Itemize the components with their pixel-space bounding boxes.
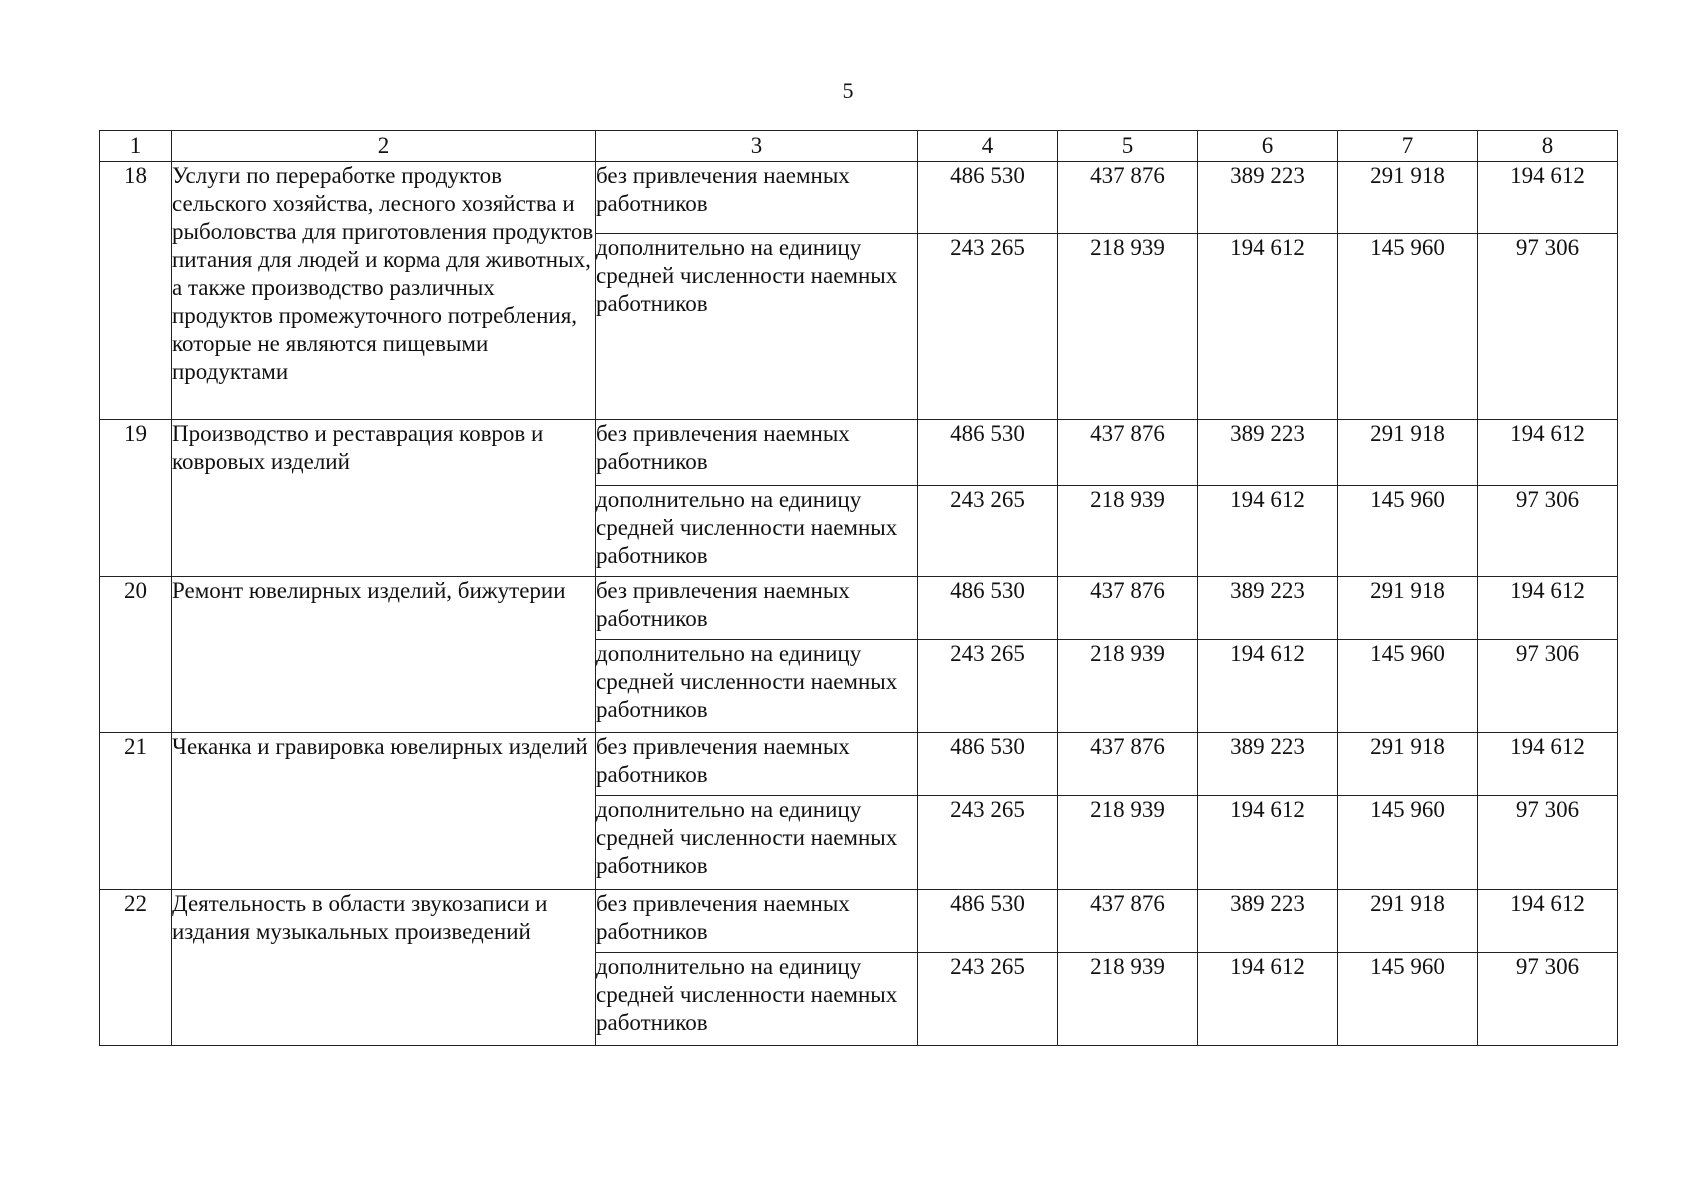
rate-value: 194 612: [1198, 486, 1338, 577]
rate-value: 97 306: [1478, 234, 1618, 420]
condition-text: без привлечения наемных работников: [596, 733, 918, 796]
table-row: [100, 577, 1618, 640]
rate-value: 145 960: [1338, 486, 1478, 577]
row-number: 20: [100, 577, 172, 733]
rate-value: 486 530: [918, 890, 1058, 953]
column-header: 7: [1338, 131, 1478, 162]
rate-value: 291 918: [1338, 890, 1478, 953]
rate-value: 243 265: [918, 234, 1058, 420]
column-header: 1: [100, 131, 172, 162]
rate-value: 486 530: [918, 733, 1058, 796]
table-header-row: [100, 131, 1618, 162]
table-row: [100, 420, 1618, 486]
condition-text: дополнительно на единицу средней численности наемных работников: [596, 796, 918, 890]
condition-text: без привлечения наемных работников: [596, 890, 918, 953]
rate-value: 389 223: [1198, 733, 1338, 796]
condition-text: дополнительно на единицу средней численности наемных работников: [596, 486, 918, 577]
rate-value: 145 960: [1338, 953, 1478, 1046]
rate-value: 194 612: [1478, 733, 1618, 796]
rate-value: 437 876: [1058, 162, 1198, 234]
rate-value: 194 612: [1478, 420, 1618, 486]
condition-text: дополнительно на единицу средней численности наемных работников: [596, 640, 918, 733]
rate-value: 218 939: [1058, 953, 1198, 1046]
column-header: 3: [596, 131, 918, 162]
rate-value: 437 876: [1058, 890, 1198, 953]
rate-value: 291 918: [1338, 577, 1478, 640]
rate-value: 389 223: [1198, 577, 1338, 640]
condition-text: без привлечения наемных работников: [596, 420, 918, 486]
rate-value: 194 612: [1478, 162, 1618, 234]
table-row: [100, 890, 1618, 953]
rate-value: 243 265: [918, 953, 1058, 1046]
rate-value: 291 918: [1338, 162, 1478, 234]
rate-value: 218 939: [1058, 796, 1198, 890]
column-header: 2: [172, 131, 596, 162]
rate-value: 291 918: [1338, 733, 1478, 796]
tax-rate-table: [99, 130, 1618, 1046]
table-row: [100, 162, 1618, 234]
rate-value: 389 223: [1198, 420, 1338, 486]
rate-value: 218 939: [1058, 486, 1198, 577]
rate-value: 145 960: [1338, 640, 1478, 733]
rate-value: 145 960: [1338, 234, 1478, 420]
activity-name: Чеканка и гравировка ювелирных изделий: [172, 733, 596, 890]
rate-value: 97 306: [1478, 796, 1618, 890]
rate-value: 486 530: [918, 420, 1058, 486]
rate-value: 437 876: [1058, 420, 1198, 486]
column-header: 6: [1198, 131, 1338, 162]
rate-value: 243 265: [918, 486, 1058, 577]
condition-text: без привлечения наемных работников: [596, 577, 918, 640]
page-number: 5: [842, 78, 854, 103]
condition-text: дополнительно на единицу средней численности наемных работников: [596, 234, 918, 420]
row-number: 22: [100, 890, 172, 1046]
rate-value: 486 530: [918, 577, 1058, 640]
column-header: 5: [1058, 131, 1198, 162]
column-header: 4: [918, 131, 1058, 162]
rate-value: 194 612: [1198, 234, 1338, 420]
activity-name: Ремонт ювелирных изделий, бижутерии: [172, 577, 596, 733]
activity-name: Услуги по переработке продуктов сельского хозяйства, лесного хозяйства и рыболовства для приготовления продуктов питания для людей и корма для животных, а также производство различных продуктов промежуточного потребления, которые не являются пищевыми продуктами: [172, 162, 596, 420]
rate-value: 218 939: [1058, 640, 1198, 733]
rate-value: 218 939: [1058, 234, 1198, 420]
condition-text: без привлечения наемных работников: [596, 162, 918, 234]
rate-value: 97 306: [1478, 953, 1618, 1046]
rate-value: 97 306: [1478, 486, 1618, 577]
row-number: 21: [100, 733, 172, 890]
rate-value: 389 223: [1198, 162, 1338, 234]
rate-value: 194 612: [1198, 953, 1338, 1046]
rate-value: 194 612: [1198, 796, 1338, 890]
rate-value: 194 612: [1478, 577, 1618, 640]
activity-name: Производство и реставрация ковров и ковровых изделий: [172, 420, 596, 577]
rate-value: 437 876: [1058, 577, 1198, 640]
rate-value: 291 918: [1338, 420, 1478, 486]
column-header: 8: [1478, 131, 1618, 162]
rate-value: 145 960: [1338, 796, 1478, 890]
rate-value: 97 306: [1478, 640, 1618, 733]
row-number: 18: [100, 162, 172, 420]
rate-value: 243 265: [918, 640, 1058, 733]
rate-value: 486 530: [918, 162, 1058, 234]
activity-name: Деятельность в области звукозаписи и издания музыкальных произведений: [172, 890, 596, 1046]
table-row: [100, 733, 1618, 796]
row-number: 19: [100, 420, 172, 577]
condition-text: дополнительно на единицу средней численности наемных работников: [596, 953, 918, 1046]
rate-value: 243 265: [918, 796, 1058, 890]
rate-value: 194 612: [1478, 890, 1618, 953]
rate-value: 194 612: [1198, 640, 1338, 733]
rate-value: 437 876: [1058, 733, 1198, 796]
rate-value: 389 223: [1198, 890, 1338, 953]
